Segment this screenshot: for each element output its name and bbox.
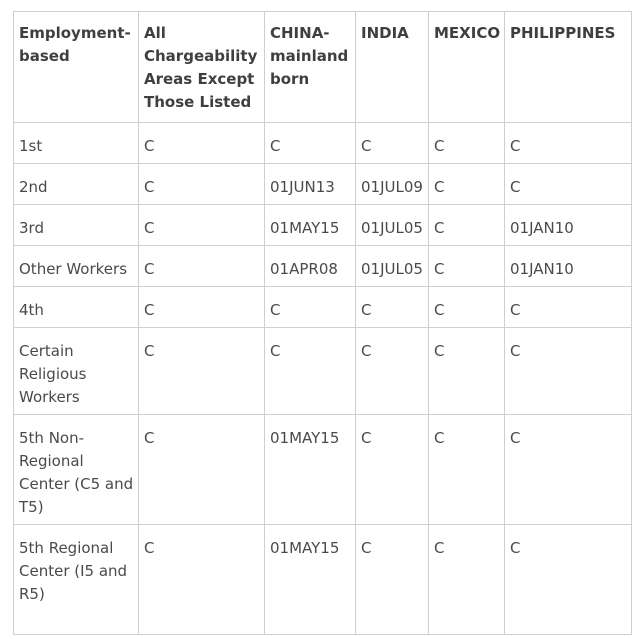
row-label: 5th Regional Center (I5 and R5) bbox=[14, 525, 139, 635]
row-label: Certain Religious Workers bbox=[14, 328, 139, 415]
table-row bbox=[14, 328, 632, 415]
table-row bbox=[14, 123, 632, 164]
table-cell: C bbox=[356, 287, 429, 328]
table-cell: C bbox=[505, 164, 632, 205]
table-cell: C bbox=[505, 123, 632, 164]
table-cell: C bbox=[265, 123, 356, 164]
column-header: PHILIPPINES bbox=[505, 12, 632, 123]
table-cell: 01JUL05 bbox=[356, 205, 429, 246]
table-cell: C bbox=[139, 287, 265, 328]
table-cell: 01MAY15 bbox=[265, 415, 356, 525]
table-cell: C bbox=[429, 246, 505, 287]
table-row bbox=[14, 246, 632, 287]
table-cell: 01JUL05 bbox=[356, 246, 429, 287]
table-row bbox=[14, 205, 632, 246]
column-header: Employment-based bbox=[14, 12, 139, 123]
table-cell: C bbox=[429, 123, 505, 164]
visa-bulletin-table bbox=[13, 11, 632, 635]
column-header: All Chargeability Areas Except Those Listed bbox=[139, 12, 265, 123]
table-cell: C bbox=[429, 164, 505, 205]
table-cell: C bbox=[265, 328, 356, 415]
row-label: 3rd bbox=[14, 205, 139, 246]
table-cell: 01JAN10 bbox=[505, 205, 632, 246]
table-cell: C bbox=[505, 328, 632, 415]
table-cell: C bbox=[429, 287, 505, 328]
table-cell: C bbox=[356, 415, 429, 525]
table-cell: 01MAY15 bbox=[265, 205, 356, 246]
table-cell: C bbox=[356, 123, 429, 164]
table-cell: 01JUL09 bbox=[356, 164, 429, 205]
column-header: INDIA bbox=[356, 12, 429, 123]
table-cell: C bbox=[429, 205, 505, 246]
table-cell: C bbox=[429, 328, 505, 415]
table-cell: C bbox=[139, 246, 265, 287]
row-label: 1st bbox=[14, 123, 139, 164]
table-cell: C bbox=[139, 525, 265, 635]
table-row bbox=[14, 287, 632, 328]
table-cell: C bbox=[265, 287, 356, 328]
table-cell: C bbox=[139, 123, 265, 164]
table-cell: C bbox=[505, 415, 632, 525]
row-label: 4th bbox=[14, 287, 139, 328]
table-cell: C bbox=[139, 415, 265, 525]
table-cell: C bbox=[356, 328, 429, 415]
table-row bbox=[14, 164, 632, 205]
table-row bbox=[14, 415, 632, 525]
row-label: 5th Non-Regional Center (C5 and T5) bbox=[14, 415, 139, 525]
table-cell: 01MAY15 bbox=[265, 525, 356, 635]
table-cell: C bbox=[139, 164, 265, 205]
row-label: Other Workers bbox=[14, 246, 139, 287]
table-cell: C bbox=[429, 525, 505, 635]
header-row bbox=[14, 12, 632, 123]
table-cell: C bbox=[505, 525, 632, 635]
table-cell: C bbox=[429, 415, 505, 525]
table-cell: 01APR08 bbox=[265, 246, 356, 287]
table-cell: 01JAN10 bbox=[505, 246, 632, 287]
column-header: CHINA-mainland born bbox=[265, 12, 356, 123]
table-row bbox=[14, 525, 632, 635]
table-cell: C bbox=[356, 525, 429, 635]
row-label: 2nd bbox=[14, 164, 139, 205]
column-header: MEXICO bbox=[429, 12, 505, 123]
table-cell: 01JUN13 bbox=[265, 164, 356, 205]
table-cell: C bbox=[505, 287, 632, 328]
table-cell: C bbox=[139, 328, 265, 415]
table-cell: C bbox=[139, 205, 265, 246]
